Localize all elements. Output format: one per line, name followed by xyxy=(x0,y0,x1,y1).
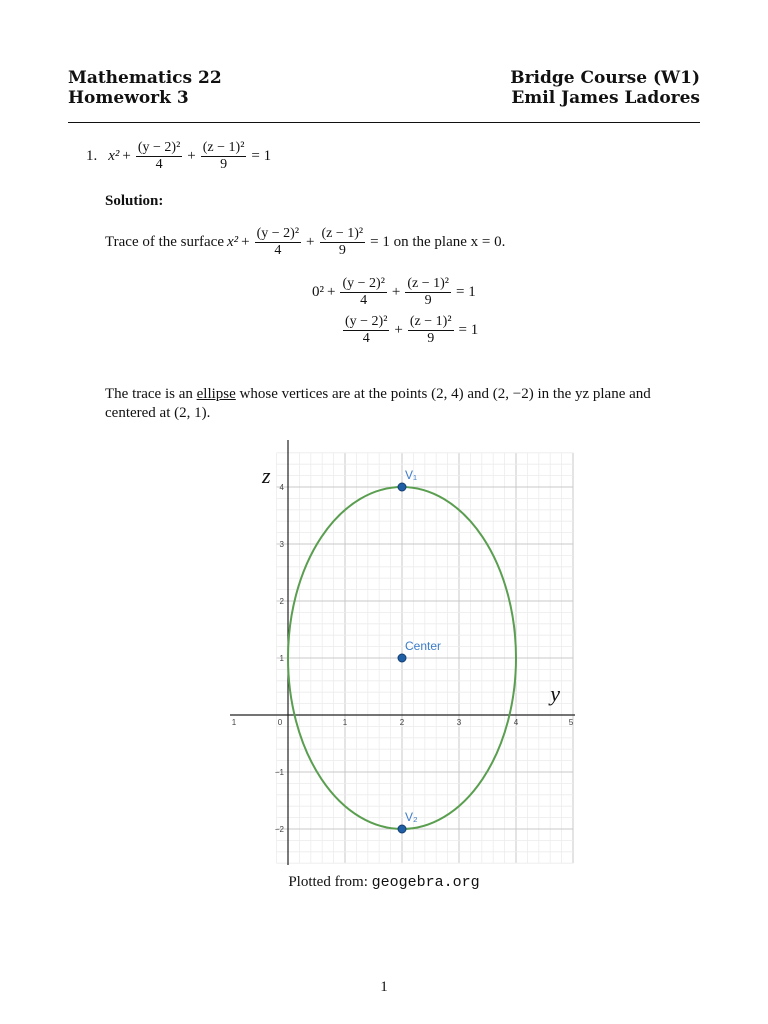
figure-caption: Plotted from: geogebra.org xyxy=(288,874,480,891)
z-tick-label: −1 xyxy=(274,768,284,777)
point-marker xyxy=(398,825,406,833)
ellipse-graph xyxy=(230,440,575,865)
y-axis-label: y xyxy=(550,681,560,706)
x-tick-label: 4 xyxy=(513,718,519,727)
section-title: Bridge Course (W1) xyxy=(510,68,700,88)
header-left xyxy=(68,68,222,108)
homework-title: Homework 3 xyxy=(68,88,189,108)
z-tick-label: 1 xyxy=(279,654,284,663)
x-tick-label: 5 xyxy=(568,718,574,727)
trace-prefix: Trace of the surface xyxy=(105,234,224,250)
fraction-y: $\frac{\text{(y − 2)²}}{4}$ xyxy=(137,140,181,172)
trace-suffix: = 1 on the plane x = 0. xyxy=(370,234,506,250)
zero-term: 0² xyxy=(312,284,324,300)
fraction-z: $\frac{\text{(z − 1)²}}{9}$ xyxy=(202,140,245,172)
x-tick-label: 2 xyxy=(399,718,405,727)
z-axis-label: z xyxy=(262,463,271,488)
point-label: V₁ xyxy=(405,468,418,482)
point-marker xyxy=(398,654,406,662)
z-tick-label: 2 xyxy=(279,597,284,606)
z-tick-label: −2 xyxy=(274,825,284,834)
point-marker xyxy=(398,483,406,491)
trace-statement: Trace of the surface x² + $\frac{\text{(y − 2)²}}{4}$ + $\frac{\text{(z − 1)²}}{9}$ = 1 on the plane x = 0. xyxy=(105,226,506,258)
x-tick-label: 3 xyxy=(456,718,462,727)
z-tick-label: 4 xyxy=(279,483,284,492)
ellipse-word: ellipse xyxy=(196,386,236,402)
header-rule xyxy=(68,122,700,123)
solution-label: Solution: xyxy=(105,193,164,209)
author-name: Emil James Ladores xyxy=(511,88,700,108)
page-number: 1 xyxy=(380,979,388,995)
point-label: V₂ xyxy=(405,810,418,824)
z-tick-label: 3 xyxy=(279,540,284,549)
course-title: Mathematics 22 xyxy=(68,68,222,88)
step-substitution: 0² + $\frac{\text{(y − 2)²}}{4}$ + $\frac{\text{(z − 1)²}}{9}$ = 1 xyxy=(312,276,476,308)
caption-site: geogebra.org xyxy=(371,874,480,891)
problem-number: 1. xyxy=(86,148,98,164)
problem-equation: 1. x² + $\frac{\text{(y − 2)²}}{4}$ + $\frac{\text{(z − 1)²}}{9}$ = 1 xyxy=(86,140,272,172)
x-term: x² xyxy=(108,148,120,164)
x-tick-label: 1 xyxy=(342,718,348,727)
x-tick-label: 0 xyxy=(277,718,283,727)
x-tick-label: 1 xyxy=(231,718,237,727)
conclusion-paragraph: The trace is an ellipse whose vertices are at the points (2, 4) and (2, −2) in the yz plane and centered at (2, 1). xyxy=(105,386,651,421)
equation-rhs: = 1 xyxy=(251,148,272,164)
header-right xyxy=(510,68,700,108)
point-label: Center xyxy=(405,639,442,653)
step-simplified: $\frac{\text{(y − 2)²}}{4}$ + $\frac{\text{(z − 1)²}}{9}$ = 1 xyxy=(345,314,479,346)
